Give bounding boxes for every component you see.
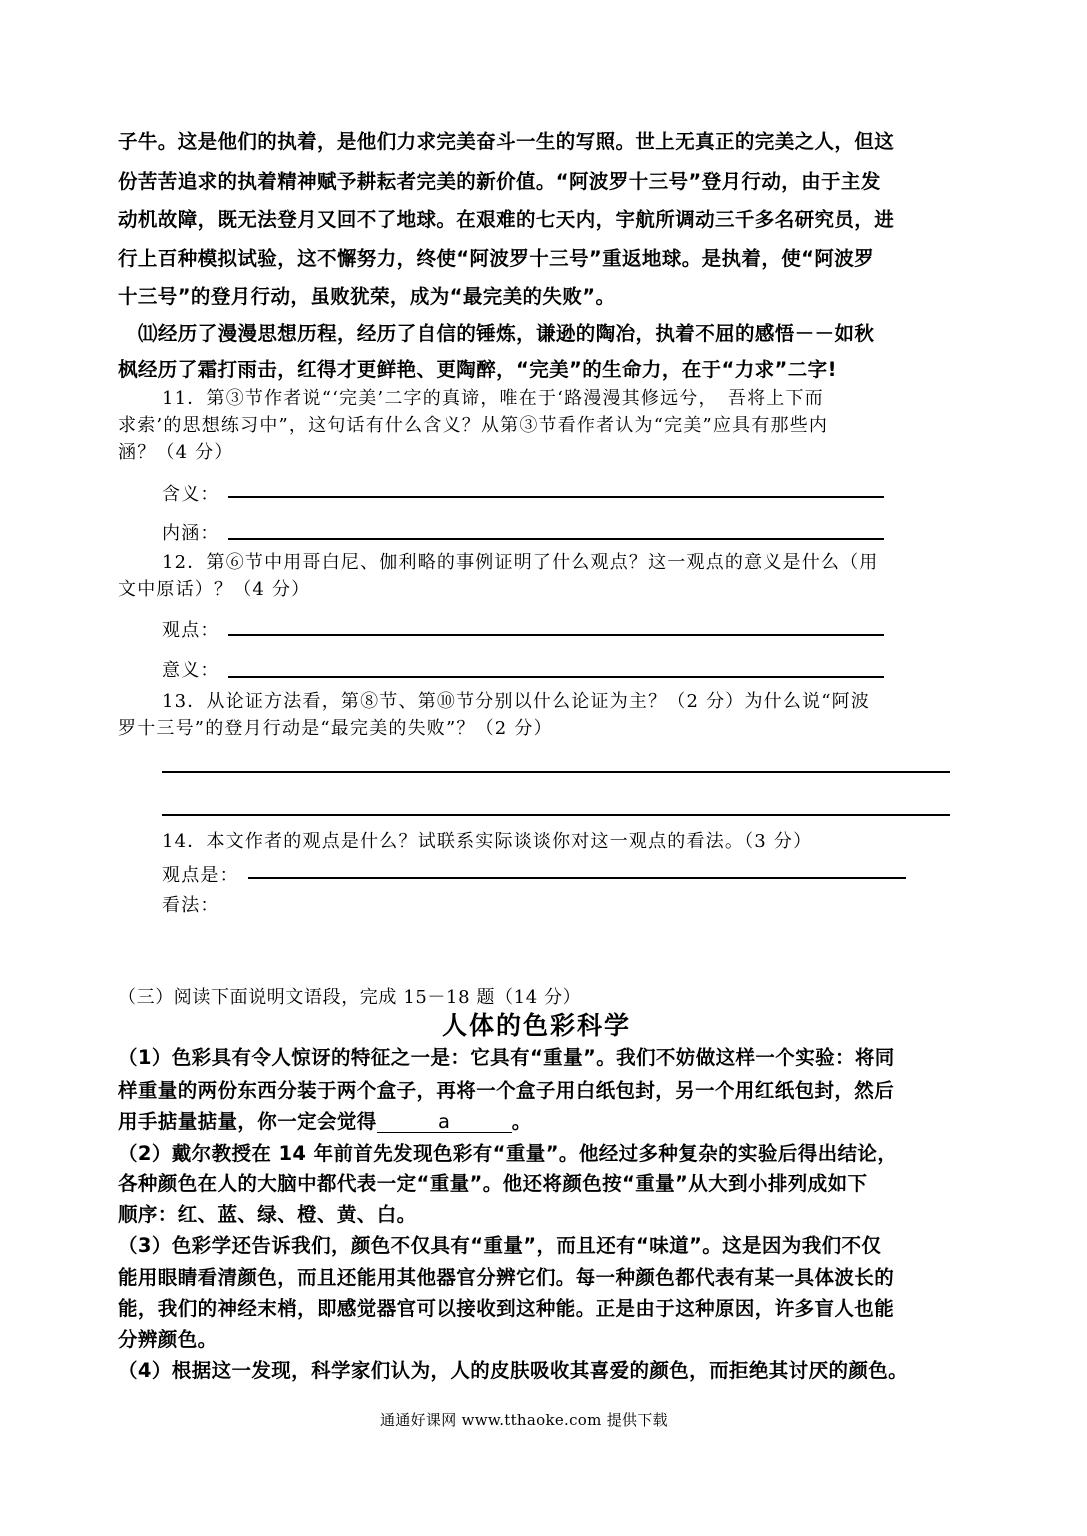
question-text: 涵？（4 分）	[118, 442, 234, 463]
answer-line[interactable]	[228, 676, 884, 678]
paragraph-text: 。	[511, 1110, 532, 1133]
answer-line[interactable]	[228, 496, 884, 498]
fill-in-blank-a[interactable]: a	[377, 1111, 512, 1133]
paragraph-line: 分辨颜色。	[118, 1328, 218, 1351]
passage-line: 动机故障，既无法登月又回不了地球。在艰难的七天内，宇航所调动三千多名研究员，进	[118, 208, 895, 231]
paragraph-line: 各种颜色在人的大脑中都代表一定“重量”。他还将颜色按“重量”从大到小排列成如下	[118, 1172, 868, 1195]
answer-label: 看法：	[162, 895, 220, 916]
answer-line[interactable]	[228, 634, 884, 636]
answer-label: 含义：	[162, 484, 220, 505]
paragraph-line: （4）根据这一发现，科学家们认为，人的皮肤吸收其喜爱的颜色，而拒绝其讨厌的颜色。	[118, 1359, 909, 1382]
page-footer: 通通好课网 www.tthaoke.com 提供下载	[380, 1411, 668, 1429]
paragraph-line: 样重量的两份东西分装于两个盒子，再将一个盒子用白纸包封，另一个用红纸包封，然后	[118, 1079, 895, 1102]
question-text: 求索’的思想练习中”，这句话有什么含义？从第③节看作者认为“完美”应具有那些内	[118, 415, 829, 436]
article-title: 人体的色彩科学	[442, 1011, 632, 1040]
question-text: 12．第⑥节中用哥白尼、伽利略的事例证明了什么观点？这一观点的意义是什么（用	[162, 552, 879, 573]
section-heading: （三）阅读下面说明文语段，完成 15－18 题（14 分）	[118, 987, 582, 1008]
paragraph-line: （2）戴尔教授在 14 年前首先发现色彩有“重量”。他经过多种复杂的实验后得出结论，	[118, 1142, 898, 1165]
paragraph-text: 用手掂量掂量，你一定会觉得	[118, 1110, 377, 1133]
answer-line[interactable]	[162, 771, 950, 773]
passage-line: 子牛。这是他们的执着，是他们力求完美奋斗一生的写照。世上无真正的完美之人，但这	[118, 130, 895, 153]
paragraph-line: 顺序：红、蓝、绿、橙、黄、白。	[118, 1203, 417, 1226]
question-text: 14．本文作者的观点是什么？试联系实际谈谈你对这一观点的看法。（3 分）	[162, 831, 813, 852]
passage-line: 份苦苦追求的执着精神赋予耕耘者完美的新价值。“阿波罗十三号”登月行动，由于主发	[118, 170, 881, 193]
paragraph-line: 能，我们的神经末梢，即感觉器官可以接收到这种能。正是由于这种原因，许多盲人也能	[118, 1297, 895, 1320]
question-text: 11．第③节作者说“‘完美’二字的真谛，唯在于‘路漫漫其修远兮， 吾将上下而	[162, 388, 824, 409]
passage-line: 行上百种模拟试验，这不懈努力，终使“阿波罗十三号”重返地球。是执着，使“阿波罗	[118, 247, 875, 270]
answer-line[interactable]	[162, 814, 950, 816]
question-text: 文中原话）？（4 分）	[118, 579, 311, 600]
passage-line: 十三号”的登月行动，虽败犹荣，成为“最完美的失败”。	[118, 285, 616, 308]
answer-label: 内涵：	[162, 523, 220, 544]
paragraph-line: （1）色彩具有令人惊讶的特征之一是：它具有“重量”。我们不妨做这样一个实验：将同	[118, 1046, 895, 1069]
answer-line[interactable]	[248, 877, 906, 879]
answer-label: 意义：	[162, 660, 220, 681]
question-text: 13．从论证方法看，第⑧节、第⑩节分别以什么论证为主？（2 分）为什么说“阿波	[162, 691, 871, 712]
answer-line[interactable]	[228, 538, 884, 540]
question-text: 罗十三号”的登月行动是“最完美的失败”？（2 分）	[118, 718, 553, 739]
answer-label: 观点：	[162, 620, 220, 641]
answer-label: 观点是：	[162, 865, 239, 886]
passage-line: 枫经历了霜打雨击，红得才更鲜艳、更陶醉，“完美”的生命力，在于“力求”二字!	[118, 358, 837, 381]
paragraph-line	[118, 1106, 532, 1134]
paragraph-line: 能用眼睛看清颜色，而且还能用其他器官分辨它们。每一种颜色都代表有某一具体波长的	[118, 1266, 895, 1289]
passage-line: ⑾经历了漫漫思想历程，经历了自信的锤炼，谦逊的陶冶，执着不屈的感悟－－如秋	[138, 322, 875, 345]
paragraph-line: （3）色彩学还告诉我们，颜色不仅具有“重量”，而且还有“味道”。这是因为我们不仅	[118, 1234, 882, 1257]
